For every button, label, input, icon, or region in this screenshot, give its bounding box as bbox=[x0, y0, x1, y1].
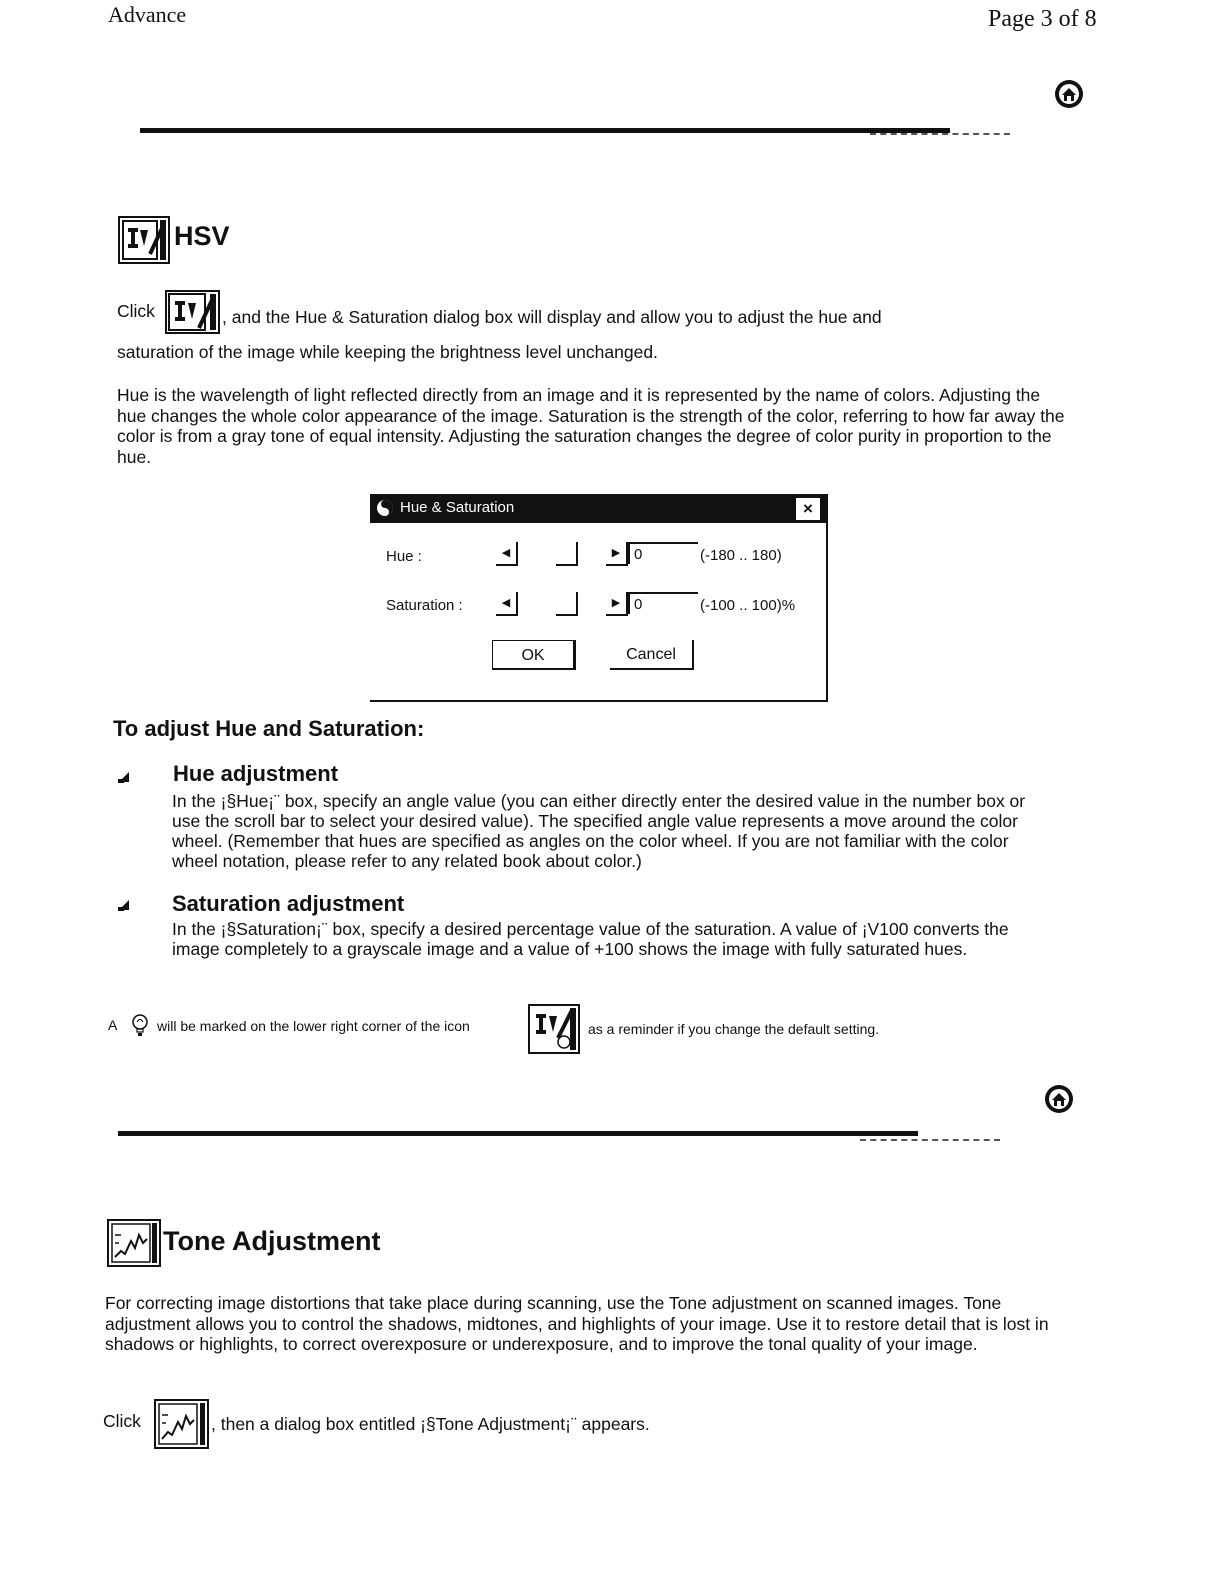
note-suffix: as a reminder if you change the default setting. bbox=[588, 1021, 880, 1037]
section-divider bbox=[118, 1131, 918, 1136]
hue-range: (-180 .. 180) bbox=[700, 547, 782, 564]
document-title: Advance bbox=[108, 2, 187, 27]
cancel-button[interactable]: Cancel bbox=[610, 640, 694, 670]
saturation-right-arrow-button[interactable]: ▶ bbox=[606, 592, 628, 616]
saturation-range: (-100 .. 100)% bbox=[700, 597, 796, 614]
bullet-icon bbox=[117, 770, 131, 784]
tone-description: For correcting image distortions that take place during scanning, use the Tone adjustment on scanned images. Tone adjustment allows you to control the shadows, midtones, and highlights of your image. Use it to restore detail that is lost in shadows or highlights, to correct overexposure or underexposure, and to improve the tonal quality of your image. bbox=[105, 1293, 1049, 1354]
note-prefix: A bbox=[108, 1017, 118, 1033]
saturation-adjustment-body: In the ¡§Saturation¡¨ box, specify a desired percentage value of the saturation. A value of ¡V100 converts the image completely to a grayscale image and a value of +100 shows the image with fully saturated hues. bbox=[172, 919, 1009, 959]
hsv-title: HSV bbox=[174, 221, 230, 251]
hsv-inline-icon[interactable] bbox=[165, 290, 220, 334]
hue-saturation-dialog bbox=[370, 494, 828, 702]
intro-text: , and the Hue & Saturation dialog box will display and allow you to adjust the hue and bbox=[222, 307, 882, 327]
hue-adjustment-title: Hue adjustment bbox=[173, 761, 339, 786]
tone-adjustment-icon[interactable] bbox=[107, 1219, 161, 1267]
hue-right-arrow-button[interactable]: ▶ bbox=[606, 542, 628, 566]
click-word: Click bbox=[117, 301, 155, 321]
tone-adjustment-inline-icon[interactable] bbox=[154, 1399, 209, 1449]
dialog-title-bar[interactable] bbox=[370, 494, 828, 523]
saturation-left-arrow-button[interactable]: ◀ bbox=[496, 592, 518, 616]
section-divider-tail bbox=[860, 1139, 1000, 1141]
hue-adjustment-body: In the ¡§Hue¡¨ box, specify an angle value (you can either directly enter the desired value in the number box or use the scroll bar to select your desired value). The specified angle value represents a move around the color wheel. (Remember that hues are specified as angles on the color wheel. If you are not familiar with the color wheel notation, please refer to any related book about color.) bbox=[172, 791, 1026, 871]
hsv-icon[interactable] bbox=[118, 216, 170, 264]
dialog-title: Hue & Saturation bbox=[400, 499, 515, 516]
adjust-heading: To adjust Hue and Saturation: bbox=[113, 716, 425, 741]
intro-text-line2: saturation of the image while keeping the brightness level unchanged. bbox=[117, 342, 658, 362]
note-middle: will be marked on the lower right corner of the icon bbox=[157, 1018, 470, 1034]
dialog-app-icon bbox=[376, 499, 394, 517]
saturation-scroll-thumb[interactable] bbox=[556, 592, 578, 616]
home-icon[interactable] bbox=[1043, 1083, 1075, 1115]
tone-click-text: , then a dialog box entitled ¡§Tone Adjustment¡¨ appears. bbox=[211, 1414, 650, 1434]
hue-label: Hue : bbox=[386, 548, 422, 565]
saturation-input[interactable]: 0 bbox=[628, 592, 698, 614]
tone-click-word: Click bbox=[103, 1411, 141, 1431]
home-icon[interactable] bbox=[1053, 78, 1085, 110]
close-button[interactable]: × bbox=[796, 498, 820, 520]
hue-input[interactable]: 0 bbox=[628, 542, 698, 564]
saturation-adjustment-title: Saturation adjustment bbox=[172, 891, 405, 916]
section-divider-tail bbox=[870, 133, 1010, 135]
hsv-modified-icon bbox=[528, 1004, 580, 1054]
page-number: Page 3 of 8 bbox=[988, 6, 1097, 32]
hue-left-arrow-button[interactable]: ◀ bbox=[496, 542, 518, 566]
ok-button[interactable]: OK bbox=[492, 640, 576, 670]
tone-adjustment-title: Tone Adjustment bbox=[163, 1226, 381, 1256]
section-divider bbox=[140, 128, 950, 133]
hue-scroll-thumb[interactable] bbox=[556, 542, 578, 566]
lightbulb-icon bbox=[130, 1013, 150, 1039]
saturation-label: Saturation : bbox=[386, 597, 463, 614]
bullet-icon bbox=[117, 898, 131, 912]
hue-description: Hue is the wavelength of light reflected directly from an image and it is represented by the name of colors. Adjusting the hue changes the whole color appearance of the image. Saturation is the strength of the color, referring to how far away the color is from a gray tone of equal intensity. Adjusting the saturation changes the degree of color purity in proportion to the hue. bbox=[117, 385, 1065, 467]
